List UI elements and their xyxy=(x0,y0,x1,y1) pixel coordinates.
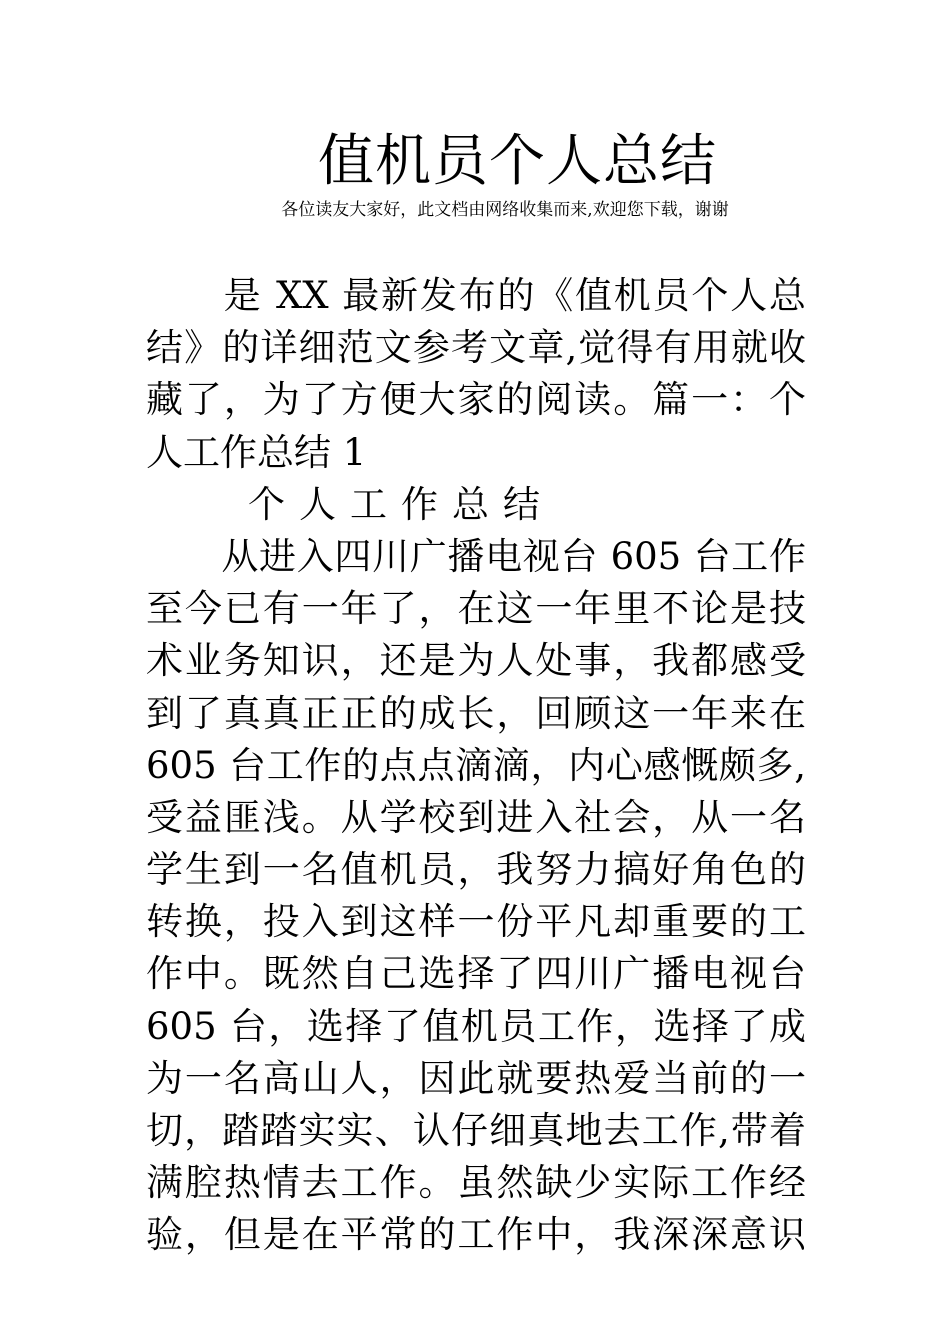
body-line: 学生到一名值机员，我努力搞好角色的 xyxy=(146,848,806,892)
body-line: 到了真真正正的成长，回顾这一年来在 xyxy=(146,691,806,735)
body-line: 受益匪浅。从学校到进入社会，从一名 xyxy=(146,795,806,839)
body-line: 验，但是在平常的工作中，我深深意识 xyxy=(146,1213,806,1257)
body-line: 605 台，选择了值机员工作，选择了成 xyxy=(146,1004,806,1048)
body-line: 满腔热情去工作。虽然缺少实际工作经 xyxy=(146,1161,806,1205)
body-line: 转换，投入到这样一份平凡却重要的工 xyxy=(146,900,806,944)
body-line: 为一名高山人，因此就要热爱当前的一 xyxy=(146,1056,806,1100)
document-body xyxy=(146,270,806,1262)
document-title: 值机员个人总结 xyxy=(318,129,717,194)
body-line: 至今已有一年了，在这一年里不论是技 xyxy=(146,587,806,631)
body-line: 术业务知识，还是为人处事，我都感受 xyxy=(146,639,806,683)
body-line: 人工作总结 1 xyxy=(146,430,367,474)
body-line: 是 XX 最新发布的《值机员个人总 xyxy=(146,274,806,317)
body-line: 藏了，为了方便大家的阅读。篇一：个 xyxy=(146,378,806,422)
body-line: 605 台工作的点点滴滴，内心感慨颇多, xyxy=(146,743,806,787)
body-line: 从进入四川广播电视台 605 台工作 xyxy=(146,534,806,578)
section-heading: 个人工作总结 xyxy=(146,482,554,526)
document-subtitle: 各位读友大家好，此文档由网络收集而来,欢迎您下载，谢谢 xyxy=(281,200,729,220)
body-line: 结》的详细范文参考文章,觉得有用就收 xyxy=(146,326,806,370)
body-line: 作中。既然自己选择了四川广播电视台 xyxy=(146,952,806,996)
body-line: 切，踏踏实实、认仔细真地去工作,带着 xyxy=(146,1109,806,1152)
